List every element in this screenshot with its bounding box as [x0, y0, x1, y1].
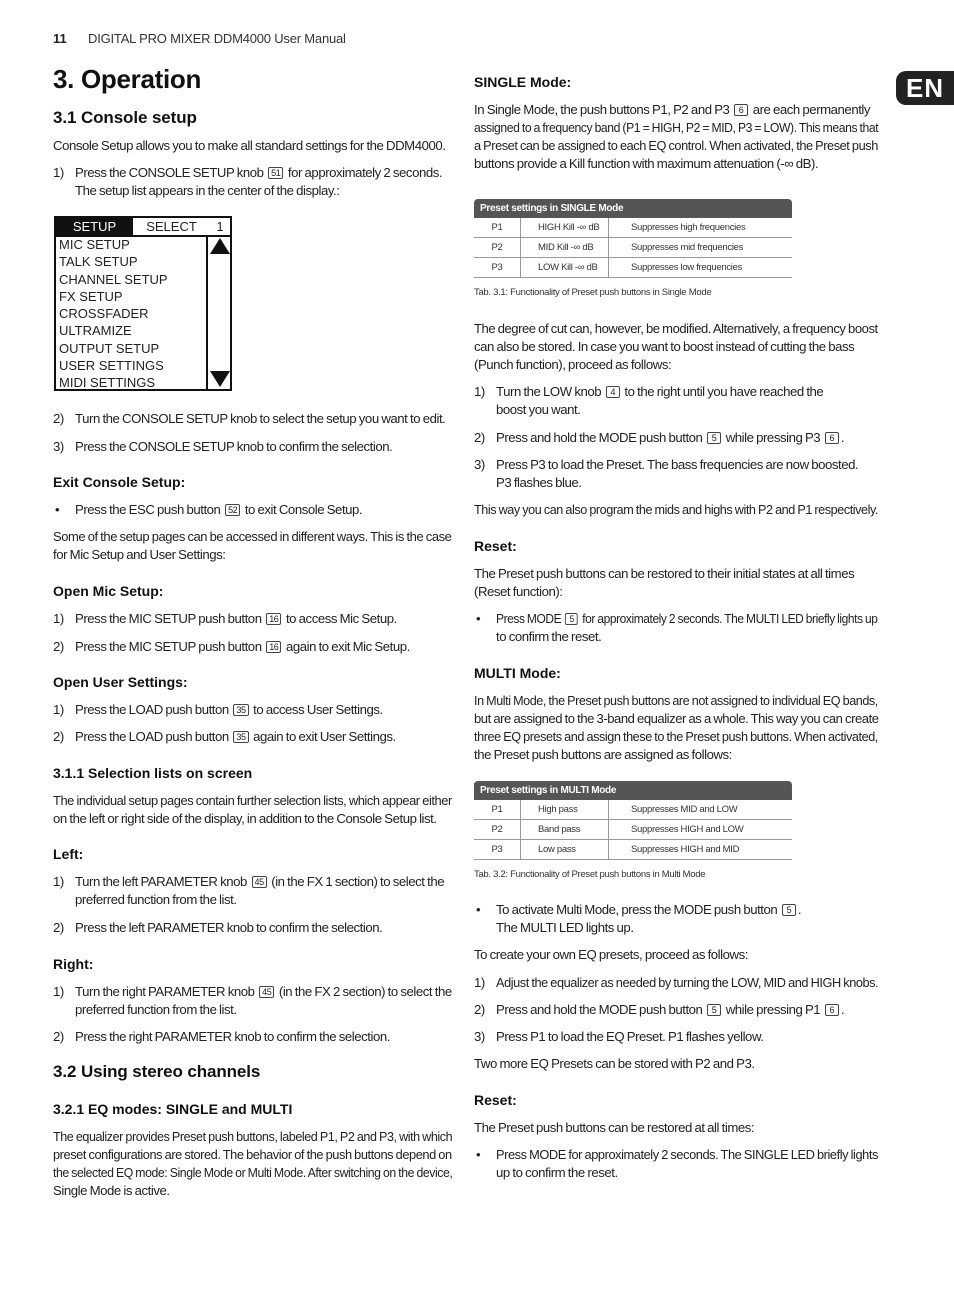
bullet-text: Press the ESC push button 52 to exit Console Setup. — [75, 502, 363, 517]
step-number: 1) — [53, 874, 64, 889]
paragraph: The individual setup pages contain further selection lists, which appear either — [53, 793, 452, 808]
control-number-badge: 5 — [782, 904, 796, 916]
table-caption: Tab. 3.2: Functionality of Preset push buttons in Multi Mode — [474, 869, 706, 880]
paragraph: on the left or right side of the display, in addition to the Console Setup list. — [53, 811, 437, 826]
subheading-reset: Reset: — [474, 1092, 517, 1108]
step-number: 2) — [53, 411, 64, 426]
paragraph: The degree of cut can, however, be modified. Alternatively, a frequency boost — [474, 321, 878, 336]
lcd-menu-item: MIDI SETTINGS — [59, 375, 156, 391]
step-number: 2) — [53, 729, 64, 744]
step-number: 1) — [474, 384, 485, 399]
subsection-eq-modes: 3.2.1 EQ modes: SINGLE and MULTI — [53, 1101, 293, 1117]
bullet-text: up to confirm the reset. — [496, 1165, 618, 1180]
scroll-down-arrow-icon — [210, 371, 230, 387]
paragraph: preset configurations are stored. The behavior of the push buttons depend on — [53, 1147, 452, 1162]
bullet-text: Press MODE 5 for approximately 2 seconds. The MULTI LED briefly lights up — [496, 611, 878, 626]
table-row: P1 High pass Suppresses MID and LOW — [474, 800, 792, 820]
lcd-menu-item: CROSSFADER — [59, 306, 149, 322]
paragraph: To create your own EQ presets, proceed as follows: — [474, 947, 748, 962]
step-text: P3 flashes blue. — [496, 475, 582, 490]
step-text: Press P3 to load the Preset. The bass frequencies are now boosted. — [496, 457, 859, 472]
step-text: Turn the CONSOLE SETUP knob to select the setup you want to edit. — [75, 411, 446, 426]
lcd-select-label: SELECT — [146, 219, 197, 234]
step-text: Press the CONSOLE SETUP knob to confirm the selection. — [75, 439, 393, 454]
paragraph: In Multi Mode, the Preset push buttons are not assigned to individual EQ bands, — [474, 693, 878, 708]
step-number: 1) — [53, 165, 64, 180]
lcd-menu-item: CHANNEL SETUP — [59, 271, 168, 287]
paragraph: three EQ presets and assign these to the Preset push buttons. When activated, — [474, 729, 878, 744]
paragraph: the Preset push buttons are assigned as follows: — [474, 747, 732, 762]
subheading-multi-mode: MULTI Mode: — [474, 665, 561, 681]
bullet-text: To activate Multi Mode, press the MODE push button 5 . — [496, 902, 802, 917]
step-text: Press the LOAD push button 35 to access User Settings. — [75, 702, 383, 717]
step-number: 1) — [53, 702, 64, 717]
step-number: 2) — [53, 920, 64, 935]
step-text: Press and hold the MODE push button 5 while pressing P3 6 . — [496, 430, 845, 445]
control-number-badge: 6 — [825, 1004, 839, 1016]
step-text: Press the left PARAMETER knob to confirm the selection. — [75, 920, 383, 935]
step-number: 1) — [53, 984, 64, 999]
paragraph: Some of the setup pages can be accessed in different ways. This is the case — [53, 529, 452, 544]
control-number-badge: 5 — [707, 432, 721, 444]
step-number: 3) — [474, 457, 485, 472]
lcd-menu-item: TALK SETUP — [59, 254, 138, 270]
paragraph: (Reset function): — [474, 584, 563, 599]
table-multi-mode — [474, 781, 792, 860]
table-row: P2 Band pass Suppresses HIGH and LOW — [474, 820, 792, 840]
step-text: Press the CONSOLE SETUP knob 51 for approximately 2 seconds. — [75, 165, 443, 180]
control-number-badge: 4 — [606, 386, 620, 398]
section-stereo-channels: 3.2 Using stereo channels — [53, 1062, 261, 1081]
subheading-exit: Exit Console Setup: — [53, 474, 186, 490]
paragraph: but are assigned to the 3-band equalizer as a whole. This way you can create — [474, 711, 879, 726]
paragraph: for Mic Setup and User Settings: — [53, 547, 226, 562]
header-title: DIGITAL PRO MIXER DDM4000 User Manual — [88, 31, 346, 46]
step-text: The setup list appears in the center of the display.: — [75, 183, 340, 198]
lcd-header — [56, 218, 230, 237]
table-row: P2 MID Kill -∞ dB Suppresses mid frequencies — [474, 238, 792, 258]
lcd-menu-item: OUTPUT SETUP — [59, 340, 160, 356]
subheading-mic: Open Mic Setup: — [53, 583, 164, 599]
control-number-badge: 5 — [565, 613, 578, 625]
scroll-up-arrow-icon — [210, 238, 230, 254]
paragraph: buttons provide a Kill function with maximum attenuation (-∞ dB). — [474, 156, 819, 171]
control-number-badge: 6 — [825, 432, 839, 444]
lcd-menu-list — [59, 236, 168, 392]
lcd-menu-item: USER SETTINGS — [59, 358, 164, 374]
table-title: Preset settings in SINGLE Mode — [474, 199, 792, 218]
lcd-setup-label: SETUP — [56, 218, 133, 235]
step-number: 3) — [53, 439, 64, 454]
step-text: Press and hold the MODE push button 5 while pressing P1 6 . — [496, 1002, 845, 1017]
step-text: Turn the LOW knob 4 to the right until you have reached the — [496, 384, 824, 399]
lcd-menu-item: ULTRAMIZE — [59, 323, 132, 339]
lcd-menu-item: MIC SETUP — [59, 237, 130, 252]
step-text: Turn the left PARAMETER knob 45 (in the FX 1 section) to select the — [75, 874, 445, 889]
step-number: 1) — [53, 611, 64, 626]
subheading-right: Right: — [53, 956, 94, 972]
table-row: P1 HIGH Kill -∞ dB Suppresses high frequencies — [474, 218, 792, 238]
step-text: Turn the right PARAMETER knob 45 (in the FX 2 section) to select the — [75, 984, 452, 999]
control-number-badge: 16 — [266, 613, 281, 625]
step-text: Press P1 to load the EQ Preset. P1 flashes yellow. — [496, 1029, 764, 1044]
subsection-selection-lists: 3.1.1 Selection lists on screen — [53, 765, 253, 781]
bullet-text: The MULTI LED lights up. — [496, 920, 634, 935]
paragraph: Console Setup allows you to make all standard settings for the DDM4000. — [53, 138, 446, 153]
lcd-display — [54, 216, 232, 391]
paragraph: can also be stored. In case you want to boost instead of cutting the bass — [474, 339, 855, 354]
control-number-badge: 16 — [266, 641, 281, 653]
control-number-badge: 45 — [252, 876, 267, 888]
table-single-mode — [474, 199, 792, 278]
lcd-scrollbar — [206, 236, 230, 389]
step-text: boost you want. — [496, 402, 581, 417]
table-row: P3 LOW Kill -∞ dB Suppresses low frequencies — [474, 258, 792, 278]
bullet-text: to confirm the reset. — [496, 629, 602, 644]
step-number: 2) — [474, 1002, 485, 1017]
bullet: • — [476, 611, 481, 626]
lcd-menu-item: FX SETUP — [59, 288, 123, 304]
table-caption: Tab. 3.1: Functionality of Preset push buttons in Single Mode — [474, 287, 712, 298]
subheading-user: Open User Settings: — [53, 674, 188, 690]
control-number-badge: 51 — [268, 167, 283, 179]
bullet: • — [476, 1147, 481, 1162]
bullet: • — [476, 902, 481, 917]
subheading-left: Left: — [53, 846, 84, 862]
bullet-text: Press MODE for approximately 2 seconds. The SINGLE LED briefly lights — [496, 1147, 878, 1162]
step-number: 1) — [474, 975, 485, 990]
step-number: 2) — [53, 639, 64, 654]
step-text: Press the right PARAMETER knob to confirm the selection. — [75, 1029, 390, 1044]
subheading-single-mode: SINGLE Mode: — [474, 74, 572, 90]
paragraph: The Preset push buttons can be restored at all times: — [474, 1120, 755, 1135]
step-number: 3) — [474, 1029, 485, 1044]
paragraph: the selected EQ mode: Single Mode or Multi Mode. After switching on the device, — [53, 1165, 453, 1180]
paragraph: a Preset can be assigned to each EQ control. When activated, the Preset push — [474, 138, 878, 153]
paragraph: Two more EQ Presets can be stored with P2 and P3. — [474, 1056, 755, 1071]
subheading-reset: Reset: — [474, 538, 517, 554]
paragraph: assigned to a frequency band (P1 = HIGH, P2 = MID, P3 = LOW). This means that — [474, 120, 879, 135]
step-number: 2) — [474, 430, 485, 445]
table-title: Preset settings in MULTI Mode — [474, 781, 792, 800]
lcd-page-number: 1 — [216, 219, 224, 234]
step-text: Press the LOAD push button 35 again to exit User Settings. — [75, 729, 396, 744]
paragraph: This way you can also program the mids and highs with P2 and P1 respectively. — [474, 502, 879, 517]
control-number-badge: 35 — [233, 704, 248, 716]
control-number-badge: 35 — [233, 731, 248, 743]
control-number-badge: 5 — [707, 1004, 721, 1016]
step-text: Press the MIC SETUP push button 16 again to exit Mic Setup. — [75, 639, 410, 654]
step-text: preferred function from the list. — [75, 1002, 237, 1017]
paragraph: The Preset push buttons can be restored to their initial states at all times — [474, 566, 855, 581]
table-row: P3 Low pass Suppresses HIGH and MID — [474, 840, 792, 860]
control-number-badge: 6 — [734, 104, 748, 116]
control-number-badge: 45 — [259, 986, 274, 998]
language-badge: EN — [896, 71, 954, 105]
step-number: 2) — [53, 1029, 64, 1044]
control-number-badge: 52 — [225, 504, 240, 516]
paragraph: Single Mode is active. — [53, 1183, 170, 1198]
page-number: 11 — [53, 31, 67, 46]
step-text: Adjust the equalizer as needed by turning the LOW, MID and HIGH knobs. — [496, 975, 879, 990]
paragraph: (Punch function), proceed as follows: — [474, 357, 672, 372]
paragraph: The equalizer provides Preset push buttons, labeled P1, P2 and P3, with which — [53, 1129, 453, 1144]
step-text: Press the MIC SETUP push button 16 to access Mic Setup. — [75, 611, 397, 626]
paragraph: In Single Mode, the push buttons P1, P2 and P3 6 are each permanently — [474, 102, 871, 117]
bullet: • — [55, 502, 60, 517]
chapter-title: 3. Operation — [53, 64, 202, 94]
step-text: preferred function from the list. — [75, 892, 237, 907]
section-console-setup: 3.1 Console setup — [53, 108, 197, 127]
